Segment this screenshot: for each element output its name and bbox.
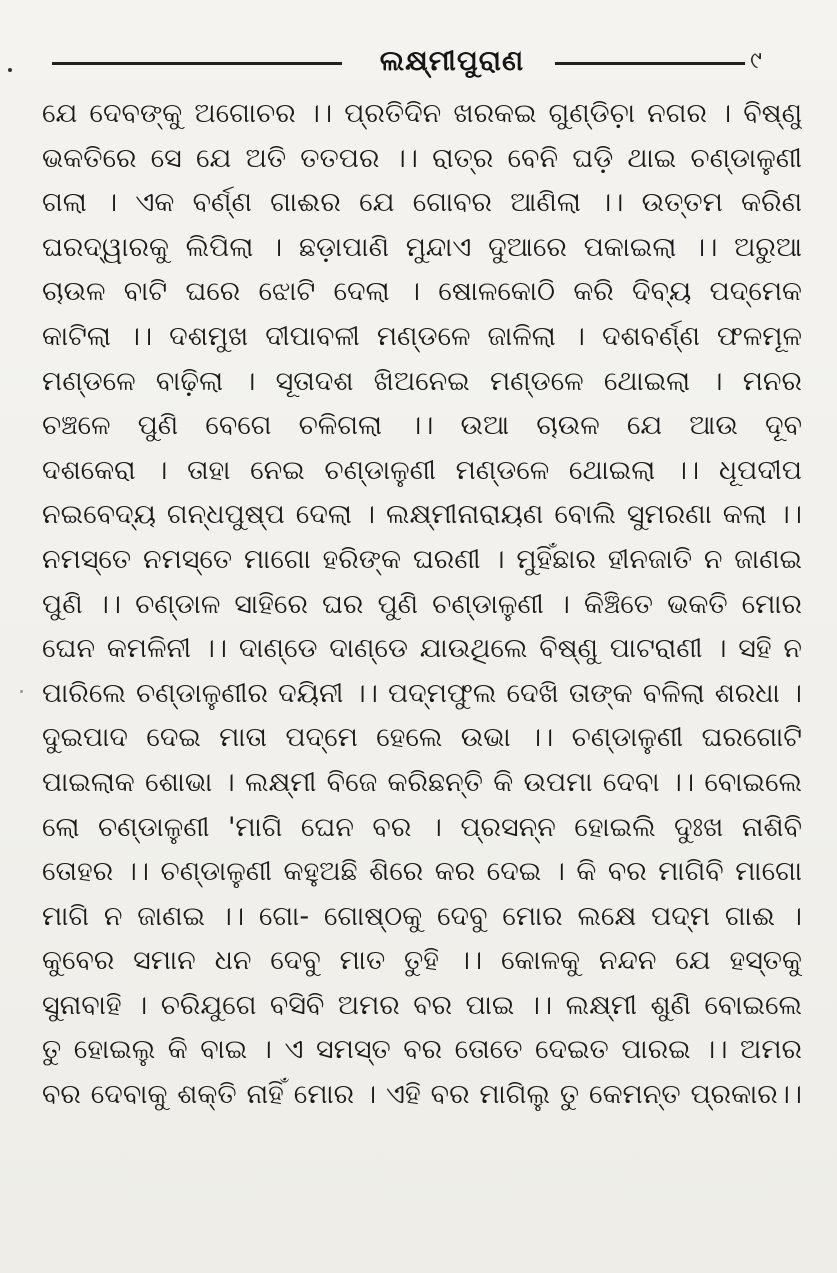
text-line: ପାଇଲାକ ଶୋଭା । ଲକ୍ଷ୍ମୀ ବିଜେ କରିଛନ୍ତି କି ଉପମା ଦେବା ।। ବୋଇଲେ xyxy=(42,766,802,798)
text-line: ଦୁଇପାଦ ଦେଇ ମାତା ପଦ୍ମେ ହେଲେ ଉଭା ।। ଚଣ୍ଡାଳୁଣୀ ଘରଗୋଟି xyxy=(42,722,802,754)
text-line: ବର ଦେବାକୁ ଶକ୍ତି ନାହିଁ ମୋର । ଏହି ବର ମାଗିଲୁ ତୁ କେମନ୍ତ ପ୍ରକାର।। xyxy=(42,1079,802,1111)
text-line: ପାରିଲେ ଚଣ୍ଡାଳୁଣୀର ଦୟିନୀ ।। ପଦ୍ମଫୁଲ ଦେଖି ତାଙ୍କ ବଳିଲା ଶରଧା । xyxy=(42,677,802,709)
text-line: ନମସ୍ତେ ନମସ୍ତେ ମାଗୋ ହରିଙ୍କ ଘରଣୀ । ମୁହିଁଛାର ହୀନଜାତି ନ ଜାଣଇ xyxy=(42,543,802,575)
text-line: ଘରଦ୍ୱାରକୁ ଲିପିଲା । ଛଡ଼ାପାଣି ମୁନ୍ଦାଏ ଦୁଆରେ ପକାଇଲା ।। ଅରୁଆ xyxy=(42,231,802,263)
text-line: ନଇବେଦ୍ୟ ଗନ୍ଧପୁଷ୍ପ ଦେଲା । ଲକ୍ଷ୍ମୀନାରାୟଣ ବୋଲି ସୁମରଣା କଲା ।। xyxy=(42,499,802,531)
margin-speck xyxy=(8,68,12,72)
text-line: ଘେନ କମଳିନୀ ।। ଦାଣ୍ଡେ ଦାଣ୍ଡେ ଯାଉଥିଲେ ବିଷ୍ଣୁ ପାଟରାଣୀ । ସହି ନ xyxy=(42,633,802,665)
text-line: ତୋହର ।। ଚଣ୍ଡାଳୁଣୀ କହୁଅଛି ଶିରେ କର ଦେଇ । କି ବର ମାଗିବି ମାଗୋ xyxy=(42,856,802,888)
text-line: ଦଶକେରା । ତାହା ନେଇ ଚଣ୍ଡାଳୁଣୀ ମଣ୍ଡଳେ ଥୋଇଲା ।। ଧୂପଦୀପ xyxy=(42,454,802,486)
text-line: ଲୋ ଚଣ୍ଡାଳୁଣୀ 'ମାଗି ଘେନ ବର । ପ୍ରସନ୍ନ ହୋଇଲି ଦୁଃଖ ନାଶିବି xyxy=(42,811,802,843)
text-line: ମାଗି ନ ଜାଣଇ ।। ଗୋ- ଗୋଷ୍ଠକୁ ଦେବୁ ମୋର ଲକ୍ଷେ ପଦ୍ମ ଗାଈ । xyxy=(42,900,802,932)
page-number: ୯ xyxy=(750,46,762,74)
text-line: କୁବେର ସମାନ ଧନ ଦେବୁ ମାତ ତୁହି ।। କୋଳକୁ ନନ୍ଦନ ଯେ ହସ୍ତକୁ xyxy=(42,945,802,977)
text-line: ସୁନାବାହି । ଚରିଯୁଗେ ବସିବି ଅମର ବର ପାଇ ।। ଲକ୍ଷ୍ମୀ ଶୁଣି ବୋଇଲେ xyxy=(42,989,802,1021)
margin-speck xyxy=(20,690,23,693)
text-line: ପୁଣି ।। ଚଣ୍ଡାଳ ସାହିରେ ଘର ପୁଣି ଚଣ୍ଡାଳୁଣୀ । କିଞ୍ଚିତେ ଭକତି ମୋର xyxy=(42,588,802,620)
body-text xyxy=(42,92,802,1118)
text-line: ଚାଉଳ ବାଟି ଘରେ ଝୋଟି ଦେଲା । ଷୋଳକୋଠି କରି ଦିବ୍ୟ ପଦ୍ମେକ xyxy=(42,276,802,308)
running-title: ଲକ୍ଷ୍ମୀପୁରାଣ xyxy=(379,44,525,77)
text-line: ତୁ ହୋଇଲୁ କି ବାଇ । ଏ ସମସ୍ତ ବର ତୋତେ ଦେଇତ ପାରଇ ।। ଅମର xyxy=(42,1034,802,1066)
header-rule-right xyxy=(555,62,745,65)
text-line: ଚଞ୍ଚଳେ ପୁଣି ବେଗେ ଚଳିଗଲା ।। ଉଆ ଚାଉଳ ଯେ ଆଉ ଦୂବ xyxy=(42,410,802,442)
text-line: ମଣ୍ଡଳେ ବାଢ଼ିଲା । ସୂତାଦଶ ଖିଅନେଇ ମଣ୍ଡଳେ ଥୋଇଲା । ମନର xyxy=(42,365,802,397)
text-line: ଭକତିରେ ସେ ଯେ ଅତି ତତପର ।। ରାତ୍ର ବେନି ଘଡ଼ି ଥାଇ ଚଣ୍ଡାଳୁଣୀ xyxy=(42,142,802,174)
header-rule-left xyxy=(52,62,342,65)
text-line: କାଟିଲା ।। ଦଶମୁଖ ଦୀପାବଳୀ ମଣ୍ଡଳେ ଜାଳିଲା । ଦଶବର୍ଣ୍ଣ ଫଳମୂଳ xyxy=(42,320,802,352)
text-line: ଯେ ଦେବଙ୍କୁ ଅଗୋଚର ।। ପ୍ରତିଦିନ ଖରକଇ ଗୁଣ୍ଡିଚ଼ା ନଗର । ବିଷ୍ଣୁ xyxy=(42,98,802,129)
page-header xyxy=(40,42,800,82)
text-line: ଗଲା । ଏକ ବର୍ଣ୍ଣ ଗାଈର ଯେ ଗୋବର ଆଣିଲା ।। ଉତ୍ତମ କରିଣ xyxy=(42,187,802,219)
